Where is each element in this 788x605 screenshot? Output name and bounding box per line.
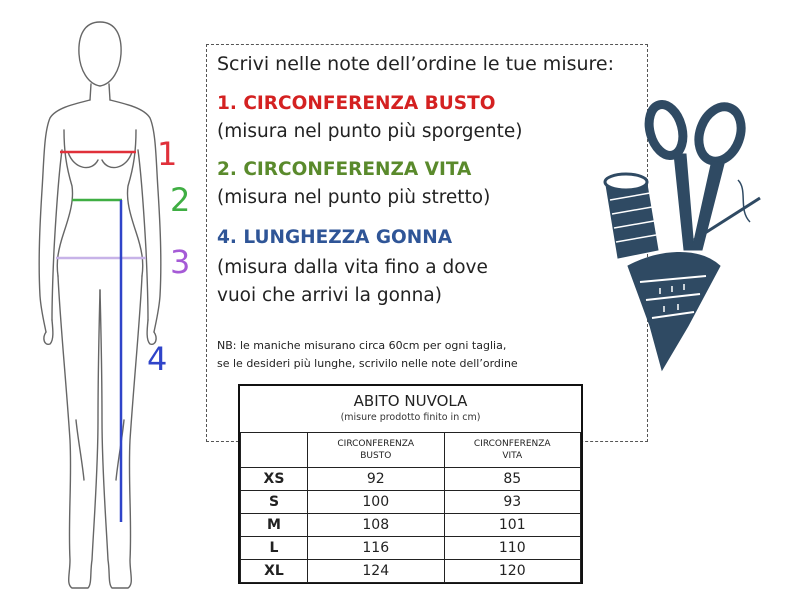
header-vita-line2: VITA (502, 451, 523, 461)
busto-title: 1. CIRCONFERENZA BUSTO (217, 93, 496, 114)
marker-fianchi: 3 (170, 243, 191, 281)
sleeve-note-line2: se le desideri più lunghe, scrivilo nelle note dell’ordine (217, 357, 518, 370)
vita-cell: 93 (444, 491, 581, 514)
size-cell: L (241, 537, 308, 560)
table-row (241, 537, 581, 560)
vita-cell: 101 (444, 514, 581, 537)
instructions-intro: Scrivi nelle note dell’ordine le tue misure: (217, 53, 615, 75)
busto-desc: (misura nel punto più sporgente) (217, 121, 523, 142)
table-title: ABITO NUVOLA (353, 392, 468, 410)
marker-vita: 2 (170, 181, 191, 219)
table-row (241, 514, 581, 537)
busto-cell: 116 (308, 537, 445, 560)
marker-gonna: 4 (147, 340, 168, 378)
vita-cell: 85 (444, 468, 581, 491)
header-vita (444, 433, 581, 468)
body-figure-illustration (0, 0, 200, 605)
table-row (241, 468, 581, 491)
table-header-row (241, 433, 581, 468)
header-busto-line2: BUSTO (360, 451, 392, 461)
gonna-desc-line2: vuoi che arrivi la gonna) (217, 285, 442, 306)
vita-cell: 110 (444, 537, 581, 560)
header-busto-line1: CIRCONFERENZA (337, 439, 415, 449)
gonna-title: 4. LUNGHEZZA GONNA (217, 227, 453, 248)
size-cell: M (241, 514, 308, 537)
sewing-tools-icon (588, 90, 778, 380)
vita-cell: 120 (444, 560, 581, 583)
header-size (241, 433, 308, 468)
size-cell: XS (241, 468, 308, 491)
header-busto (308, 433, 445, 468)
vita-title: 2. CIRCONFERENZA VITA (217, 159, 472, 180)
table-subtitle: (misure prodotto finito in cm) (340, 412, 481, 423)
size-table (238, 384, 583, 584)
instructions-box (206, 44, 648, 442)
size-grid (240, 432, 581, 583)
busto-cell: 108 (308, 514, 445, 537)
table-row (241, 491, 581, 514)
marker-busto: 1 (157, 135, 178, 173)
gonna-desc-line1: (misura dalla vita fino a dove (217, 257, 488, 278)
size-cell: S (241, 491, 308, 514)
size-cell: XL (241, 560, 308, 583)
header-vita-line1: CIRCONFERENZA (473, 439, 551, 449)
sleeve-note (217, 337, 518, 373)
busto-cell: 92 (308, 468, 445, 491)
busto-cell: 100 (308, 491, 445, 514)
vita-desc: (misura nel punto più stretto) (217, 187, 491, 208)
table-row (241, 560, 581, 583)
busto-cell: 124 (308, 560, 445, 583)
sleeve-note-line1: NB: le maniche misurano circa 60cm per ogni taglia, (217, 339, 507, 352)
